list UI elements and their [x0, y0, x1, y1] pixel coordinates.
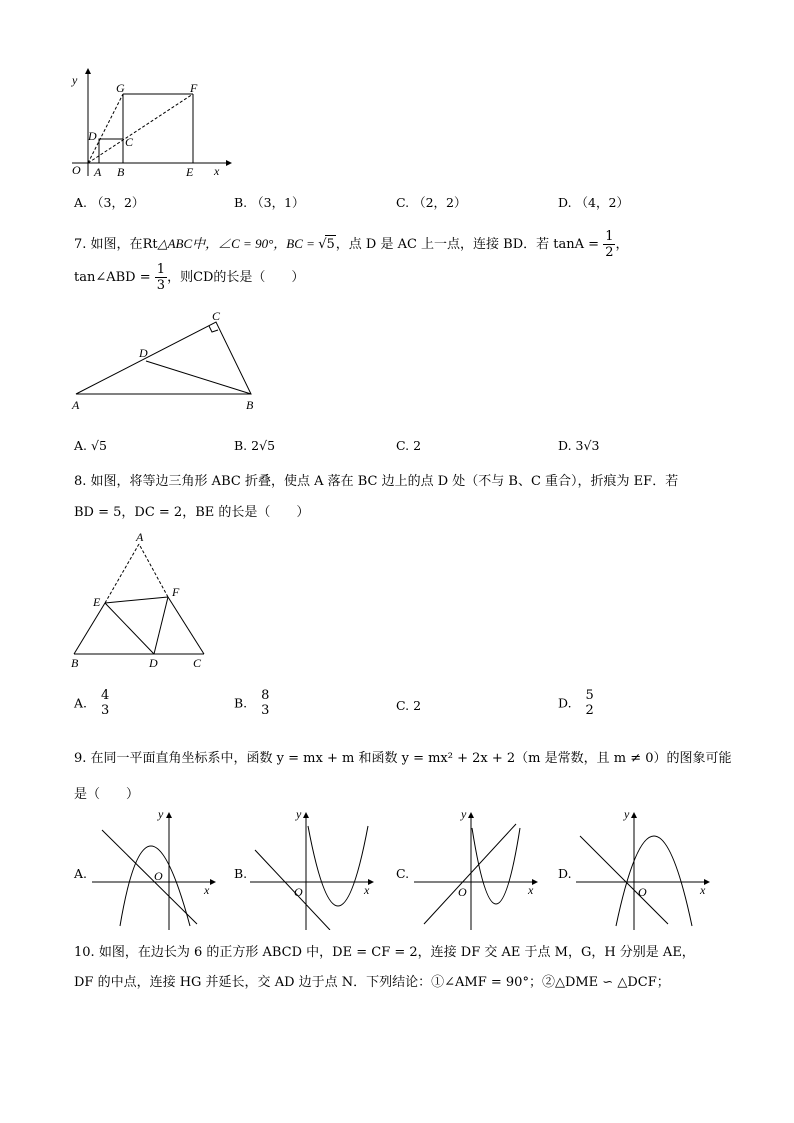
q8-option-b[interactable]: B. 8 3: [234, 688, 270, 718]
svg-text:O: O: [638, 885, 647, 899]
svg-text:x: x: [364, 883, 370, 897]
q6-label-O: O: [72, 163, 81, 177]
q6-figure: [66, 66, 236, 181]
q6-label-C: C: [125, 135, 134, 149]
q8-option-d[interactable]: D. 5 2: [558, 688, 594, 718]
q8-label-E: E: [93, 595, 101, 609]
q6-label-G: G: [116, 81, 125, 95]
q6-label-F: F: [190, 81, 198, 95]
svg-text:x: x: [528, 883, 534, 897]
q6-label-E: E: [186, 165, 194, 179]
q8-label-B: B: [71, 656, 79, 670]
q6-option-a[interactable]: A. （3，2）: [74, 195, 145, 210]
q7-label-D: D: [139, 346, 148, 360]
q8-number: 8.: [74, 474, 87, 489]
q6-option-d[interactable]: D. （4，2）: [558, 195, 629, 210]
svg-text:O: O: [458, 885, 467, 899]
q7-option-b[interactable]: B. 2√5: [234, 438, 276, 453]
svg-text:O: O: [294, 885, 303, 899]
q9-number: 9.: [74, 751, 87, 766]
q8-label-D: D: [149, 656, 158, 670]
svg-text:O: O: [154, 869, 163, 883]
q6-label-y: y: [72, 73, 78, 87]
q7-stem-line1: 7. 如图，在Rt△ABC中，∠C = 90°，BC = √5，点 D 是 AC 上一点，连接 BD．若 tanA = $\frac{1}{2}$ ，: [74, 229, 629, 260]
q7-frac-third: $\frac{1}{3}$: [156, 262, 166, 293]
q8-figure: [66, 528, 216, 670]
q7-label-C: C: [212, 309, 221, 323]
svg-text:y: y: [296, 807, 302, 821]
q7-figure: [66, 306, 266, 414]
svg-text:y: y: [624, 807, 630, 821]
q9-option-a-label[interactable]: A.: [74, 866, 88, 881]
q6-label-D: D: [88, 129, 97, 143]
q9-option-b-label[interactable]: B.: [234, 866, 248, 881]
q7-option-c[interactable]: C. 2: [396, 438, 422, 453]
q9-graph-a[interactable]: [92, 806, 222, 930]
q9-stem-line2: 是（ ）: [74, 787, 140, 802]
q7-option-d[interactable]: D. 3√3: [558, 438, 600, 453]
svg-text:x: x: [204, 883, 210, 897]
q7-frac-half: $\frac{1}{2}$: [605, 229, 614, 260]
q8-label-F: F: [172, 585, 180, 599]
q10-stem-line2: DF 的中点，连接 HG 并延长，交 AD 边于点 N．下列结论：①∠AMF = 90°；②△DME ∽ △DCF；: [74, 975, 670, 990]
q8-stem-line1: 8. 如图，将等边三角形 ABC 折叠，使点 A 落在 BC 边上的点 D 处（不与 B、C 重合），折痕为 EF．若: [74, 474, 679, 489]
q7-label-B: B: [246, 398, 254, 412]
q9-option-c-label[interactable]: C.: [396, 866, 410, 881]
q7-option-a[interactable]: A. √5: [74, 438, 107, 453]
q6-option-c[interactable]: C. （2，2）: [396, 195, 467, 210]
q8-label-C: C: [193, 656, 202, 670]
q6-label-B: B: [117, 165, 125, 179]
q9-graph-d[interactable]: [576, 806, 716, 930]
q8-option-c[interactable]: C. 2: [396, 698, 422, 713]
q6-label-x: x: [214, 164, 220, 178]
sqrt-icon: √: [318, 237, 327, 252]
q9-graph-c[interactable]: [414, 806, 544, 930]
q9-option-d-label[interactable]: D.: [558, 866, 572, 881]
svg-text:x: x: [700, 883, 706, 897]
q9-graph-b[interactable]: [250, 806, 380, 930]
q6-label-A: A: [94, 165, 102, 179]
q8-stem-line2: BD = 5，DC = 2，BE 的长是（ ）: [74, 505, 310, 520]
q8-option-a[interactable]: A. 4 3: [74, 688, 110, 718]
svg-text:y: y: [461, 807, 467, 821]
q10-number: 10.: [74, 945, 95, 960]
svg-text:y: y: [158, 807, 164, 821]
q7-stem-line2: tan∠ABD = $\frac{1}{3}$ ，则CD的长是（ ）: [74, 262, 305, 293]
q8-label-A: A: [136, 530, 144, 544]
q10-stem-line1: 10. 如图，在边长为 6 的正方形 ABCD 中，DE = CF = 2，连接 DF 交 AE 于点 M，G，H 分别是 AE，: [74, 945, 695, 960]
q7-number: 7.: [74, 237, 87, 252]
q9-stem-line1: 9. 在同一平面直角坐标系中，函数 y = mx + m 和函数 y = mx² + 2x + 2（m 是常数，且 m ≠ 0）的图象可能: [74, 751, 732, 766]
q6-option-b[interactable]: B. （3，1）: [234, 195, 305, 210]
q7-label-A: A: [72, 398, 80, 412]
